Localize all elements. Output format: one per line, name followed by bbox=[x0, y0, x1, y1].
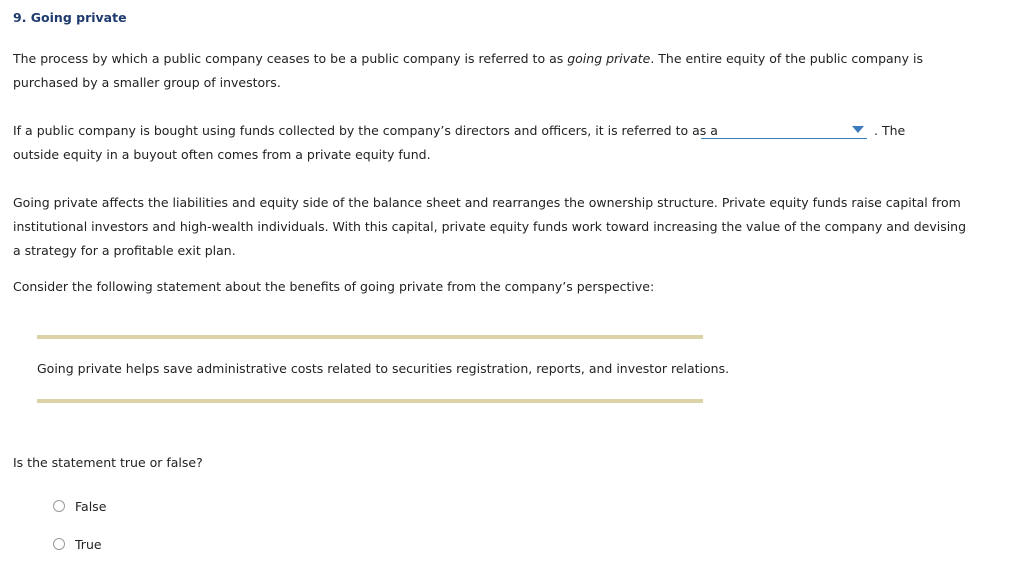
buyout-type-dropdown[interactable] bbox=[701, 122, 867, 139]
statement-top-divider bbox=[37, 335, 703, 339]
statement-bottom-divider bbox=[37, 399, 703, 403]
option-false[interactable] bbox=[53, 496, 106, 516]
option-false-label[interactable]: False bbox=[75, 498, 107, 514]
question-title: 9. Going private bbox=[13, 10, 127, 25]
intro-text-before: The process by which a public company ceases to be a public company is referred to as bbox=[13, 51, 568, 66]
option-true-label[interactable]: True bbox=[75, 536, 102, 552]
intro-italic-term: going private bbox=[567, 51, 651, 66]
intro-text-after: . The entire equity of the public company is purchased by a smaller group of investors. bbox=[13, 51, 923, 90]
chevron-down-icon bbox=[852, 126, 864, 133]
statement-text: Going private helps save administrative costs related to securities registration, reports, and investor relations. bbox=[37, 361, 730, 376]
buyout-paragraph-line2: outside equity in a buyout often comes from a private equity fund. bbox=[13, 147, 431, 162]
true-false-question: Is the statement true or false? bbox=[13, 455, 203, 470]
consider-statement-prompt: Consider the following statement about the benefits of going private from the company’s perspective: bbox=[13, 279, 655, 294]
buyout-paragraph-tail: . The bbox=[874, 123, 906, 138]
radio-true[interactable] bbox=[53, 538, 65, 550]
balance-sheet-paragraph: Going private affects the liabilities and equity side of the balance sheet and rearranges the ownership structure. Private equity funds raise capital from institutional investors and high-wealth individuals. With this capital, private equity funds work toward increasing the value of the company and devising a strategy for a profitable exit plan. bbox=[13, 195, 967, 258]
intro-paragraph bbox=[13, 47, 973, 95]
option-true[interactable] bbox=[53, 534, 102, 554]
radio-false[interactable] bbox=[53, 500, 65, 512]
buyout-paragraph-line1: If a public company is bought using funds collected by the company’s directors and officers, it is referred to as a bbox=[13, 123, 718, 138]
